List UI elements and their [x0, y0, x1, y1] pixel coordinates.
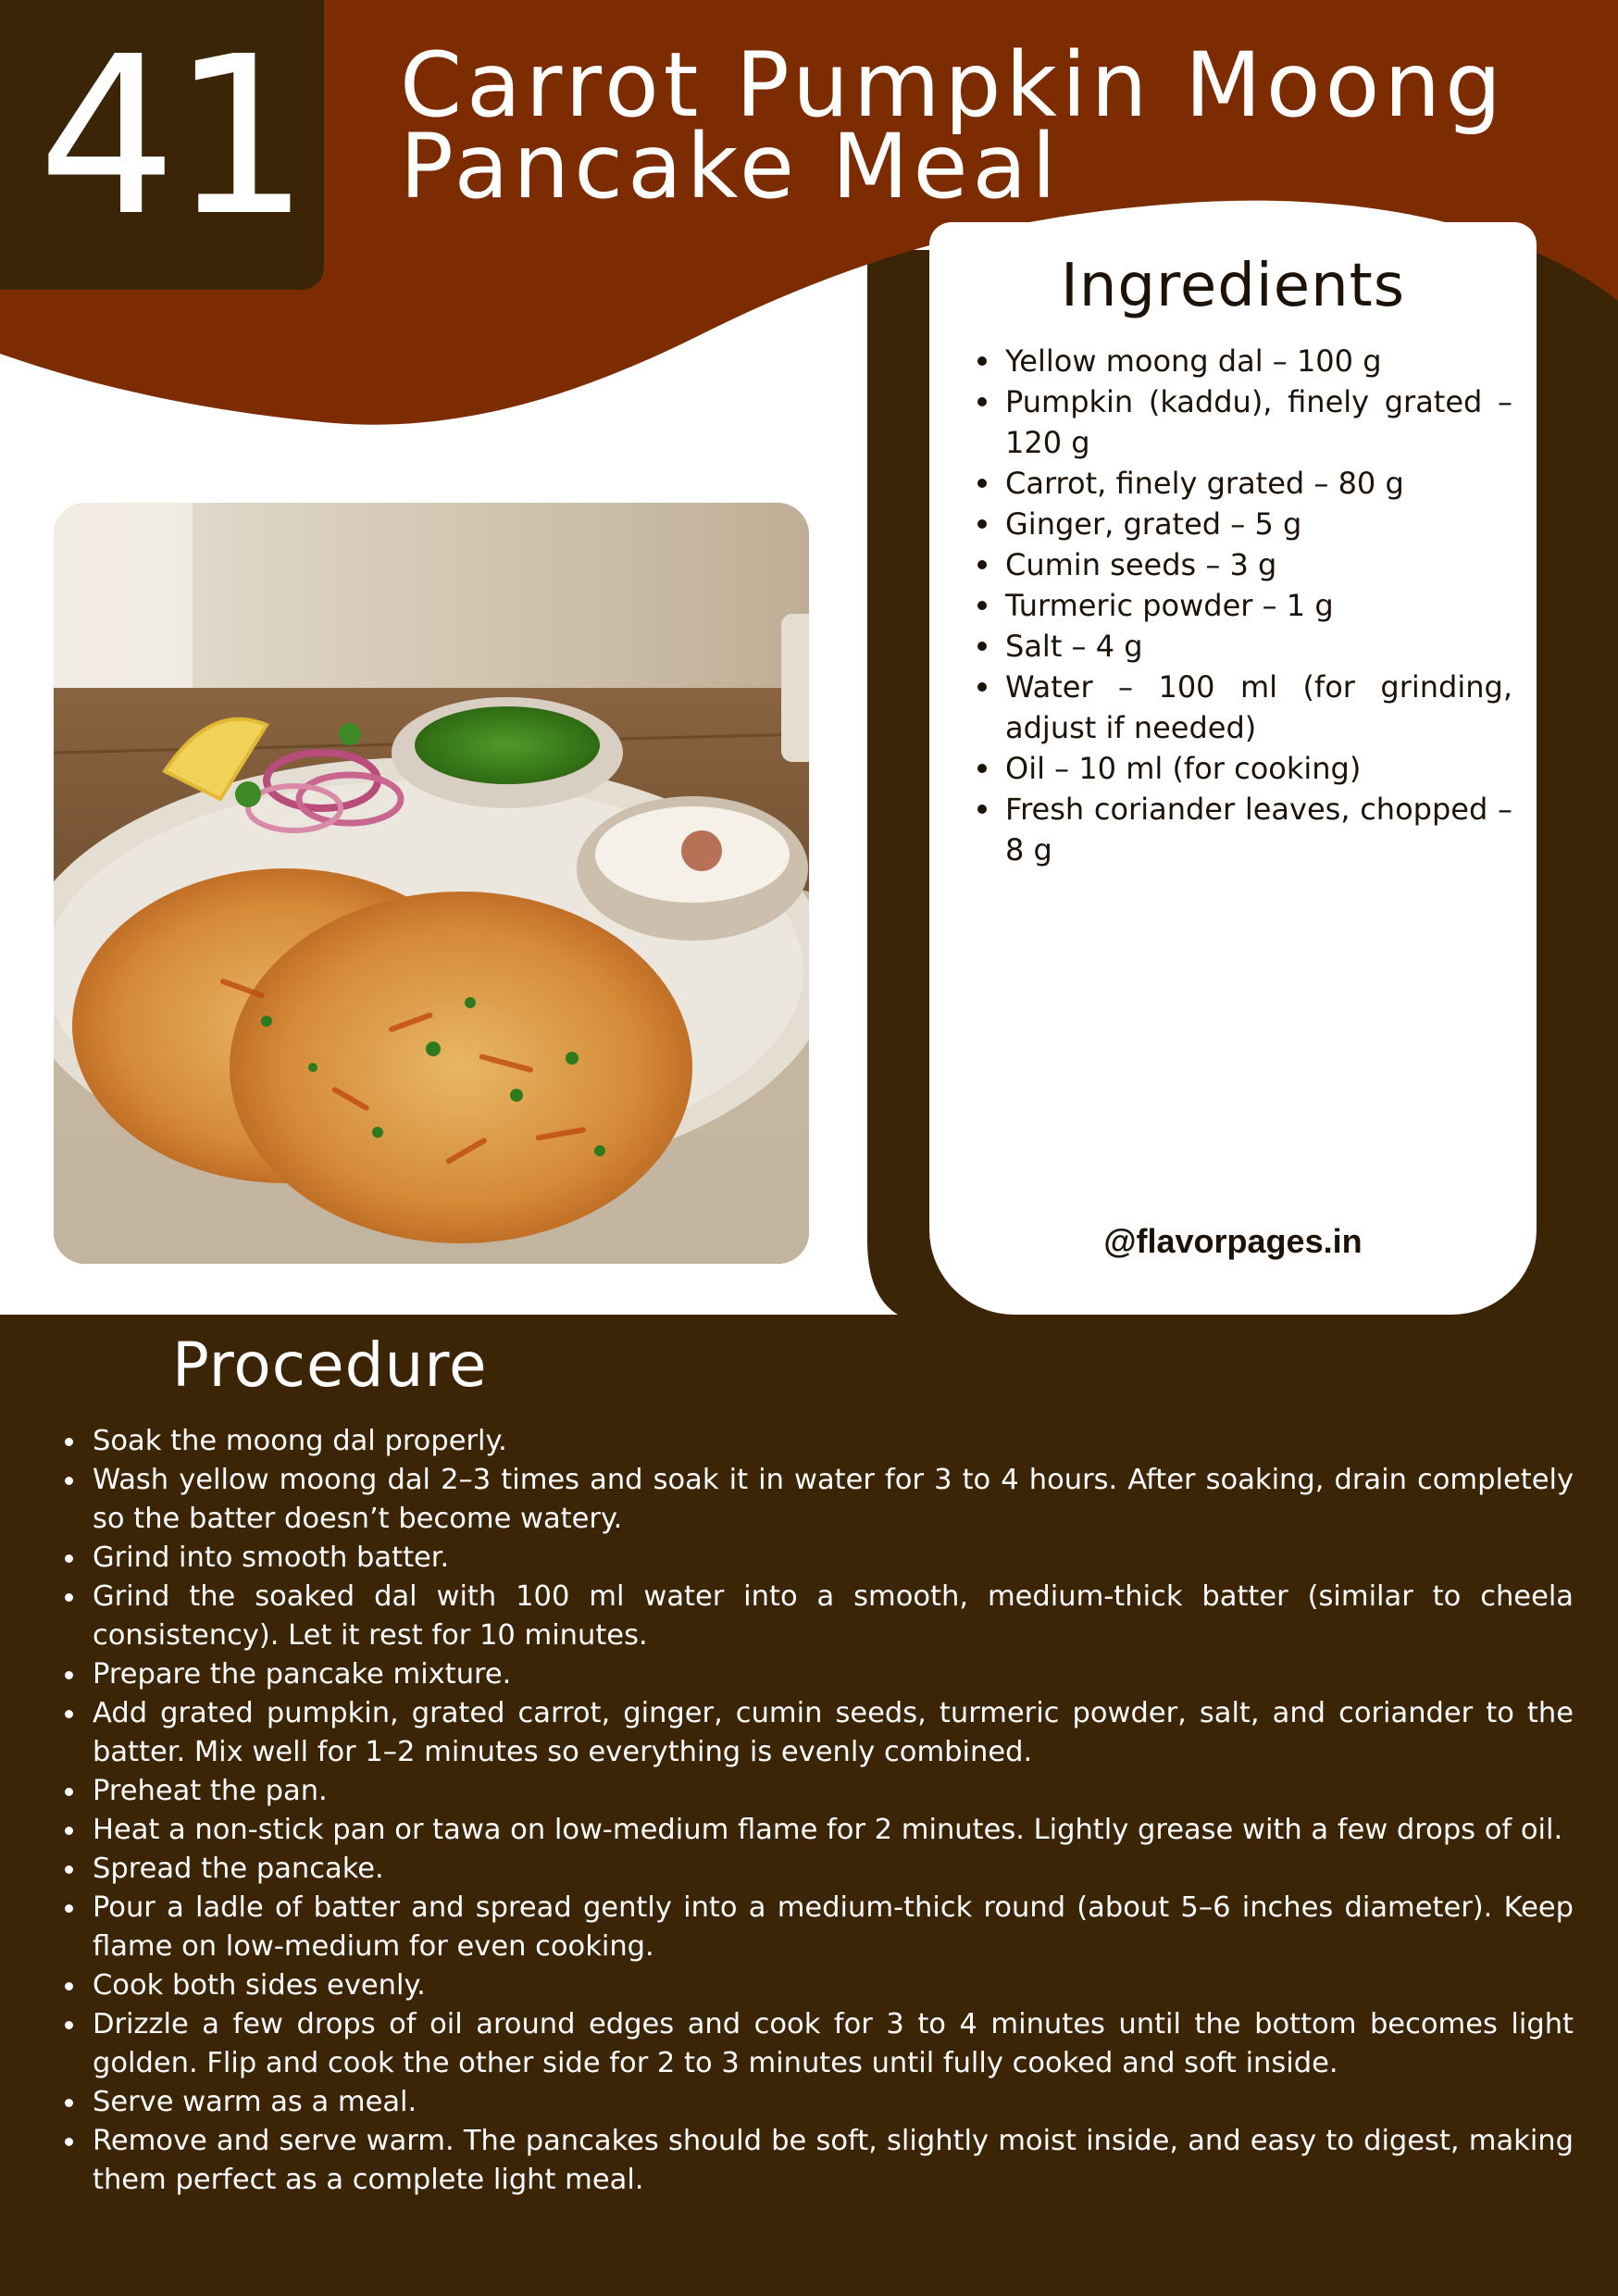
procedure-step: Wash yellow moong dal 2–3 times and soak it in water for 3 to 4 hours. After soaking, drain completely so the batter doesn’t become watery. — [56, 1461, 1574, 1539]
ingredient-item: Ginger, grated – 5 g — [972, 504, 1512, 544]
ingredient-item: Water – 100 ml (for grinding, adjust if needed) — [972, 667, 1512, 748]
procedure-step: Grind the soaked dal with 100 ml water into a smooth, medium-thick batter (similar to cheela consistency). Let it rest for 10 minutes. — [56, 1578, 1574, 1655]
procedure-step: Pour a ladle of batter and spread gently into a medium-thick round (about 5–6 inches diameter). Keep flame on low-medium for even cooking. — [56, 1889, 1574, 1966]
coriander-garnish — [235, 781, 261, 807]
ingredient-item: Salt – 4 g — [972, 626, 1512, 667]
title-line-1: Carrot Pumpkin Moong — [400, 33, 1507, 137]
ingredient-item: Oil – 10 ml (for cooking) — [972, 748, 1512, 789]
procedure-step: Drizzle a few drops of oil around edges and cook for 3 to 4 minutes until the bottom becomes light golden. Flip and cook the other side for 2 to 3 minutes until fully cooked and soft inside. — [56, 2005, 1574, 2083]
ingredient-item: Yellow moong dal – 100 g — [972, 341, 1512, 381]
procedure-step: Heat a non-stick pan or tawa on low-medium flame for 2 minutes. Lightly grease with a few drops of oil. — [56, 1811, 1574, 1850]
procedure-step: Remove and serve warm. The pancakes should be soft, slightly moist inside, and easy to digest, making them perfect as a complete light meal. — [56, 2122, 1574, 2200]
title-line-2: Pancake Meal — [400, 115, 1061, 218]
ingredient-item: Pumpkin (kaddu), finely grated – 120 g — [972, 381, 1512, 463]
procedure-list — [56, 1422, 1574, 2200]
procedure-step: Serve warm as a meal. — [56, 2083, 1574, 2122]
ingredient-item: Carrot, finely grated – 80 g — [972, 463, 1512, 504]
recipe-number: 41 — [37, 9, 305, 264]
procedure-step: Grind into smooth batter. — [56, 1539, 1574, 1578]
spice-sprinkle — [681, 830, 722, 871]
procedure-step: Spread the pancake. — [56, 1850, 1574, 1889]
recipe-number-badge — [0, 0, 324, 290]
social-handle: @flavorpages.in — [1103, 1222, 1363, 1260]
procedure-step: Add grated pumpkin, grated carrot, ginger, cumin seeds, turmeric powder, salt, and coriander to the batter. Mix well for 1–2 minutes so everything is evenly combined. — [56, 1694, 1574, 1772]
coriander-garnish — [339, 723, 361, 745]
pancake-front — [230, 892, 692, 1243]
chutney — [415, 706, 600, 784]
cup — [781, 614, 809, 762]
procedure-step: Preheat the pan. — [56, 1772, 1574, 1811]
procedure-heading: Procedure — [172, 1329, 488, 1401]
ingredients-heading: Ingredients — [1060, 252, 1406, 320]
recipe-title — [400, 33, 1594, 218]
dish-illustration — [54, 503, 809, 1264]
procedure-step: Cook both sides evenly. — [56, 1966, 1574, 2005]
ingredient-item: Fresh coriander leaves, chopped – 8 g — [972, 789, 1512, 870]
procedure-step: Soak the moong dal properly. — [56, 1422, 1574, 1461]
ingredient-item: Cumin seeds – 3 g — [972, 544, 1512, 585]
ingredients-list — [972, 341, 1512, 870]
ingredient-item: Turmeric powder – 1 g — [972, 585, 1512, 626]
dish-photo — [54, 503, 809, 1264]
procedure-step: Prepare the pancake mixture. — [56, 1655, 1574, 1694]
